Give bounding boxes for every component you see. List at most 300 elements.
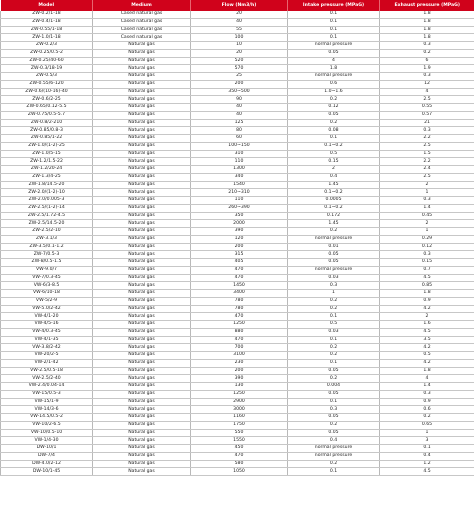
medium-cell: Natural gas [93,135,191,143]
flow-cell: 470 [191,313,288,321]
model-cell: VW-6/3-8.5 [1,282,93,290]
flow-cell: 2900 [191,398,288,406]
flow-cell: 55 [191,26,288,34]
flow-cell: 25 [191,73,288,81]
intake-pressure-cell: 2 [288,166,380,174]
table-row [1,282,474,290]
flow-cell: 3100 [191,352,288,360]
flow-cell: 350~500 [191,88,288,96]
flow-cell: 100~150 [191,142,288,150]
table-row [1,359,474,367]
exhaust-pressure-cell: 0.1 [380,445,474,453]
table-row [1,367,474,375]
intake-pressure-cell: 0.05 [288,111,380,119]
model-cell: ZW-0.75/0.5-5.7 [1,111,93,119]
medium-cell: Natural gas [93,259,191,267]
table-row [1,390,474,398]
medium-cell: Natural gas [93,429,191,437]
intake-pressure-cell: 0.01 [288,243,380,251]
model-cell: VW-4/0.3-45 [1,328,93,336]
table-row [1,135,474,143]
medium-cell: Natural gas [93,468,191,476]
table-row [1,34,474,42]
exhaust-pressure-cell: 1.8 [380,290,474,298]
intake-pressure-cell: 0.1 [288,468,380,476]
medium-cell: Natural gas [93,359,191,367]
flow-cell: 1160 [191,414,288,422]
flow-cell: 315 [191,251,288,259]
model-cell: ZW-0.55/6-120 [1,80,93,88]
table-row [1,375,474,383]
table-body [1,11,474,476]
intake-pressure-cell: 0.03 [288,274,380,282]
exhaust-pressure-cell: 1.9 [380,65,474,73]
intake-pressure-cell: 0.004 [288,383,380,391]
model-cell: DW-4.0/2-12 [1,460,93,468]
flow-cell: 1540 [191,181,288,189]
model-cell: VW-3.8/2-42 [1,344,93,352]
model-cell: ZW-1.2/1.5-22 [1,158,93,166]
exhaust-pressure-cell: 0.15 [380,259,474,267]
flow-cell: 390 [191,375,288,383]
exhaust-pressure-cell: 0.85 [380,282,474,290]
medium-cell: Natural gas [93,235,191,243]
medium-cell: Natural gas [93,96,191,104]
model-cell: VW-15/1-9 [1,398,93,406]
flow-cell: 110 [191,158,288,166]
table-row [1,228,474,236]
medium-cell: Natural gas [93,383,191,391]
exhaust-pressure-cell: 0.2 [380,414,474,422]
flow-cell: 260~390 [191,204,288,212]
table-row [1,204,474,212]
exhaust-pressure-cell: 2.5 [380,142,474,150]
model-cell: ZW-1.0/5-15 [1,150,93,158]
table-row [1,259,474,267]
exhaust-pressure-cell: 6 [380,57,474,65]
table-row [1,421,474,429]
model-cell: ZW-0.8/2-210 [1,119,93,127]
medium-cell: Natural gas [93,414,191,422]
model-cell: VW-10/2-6.5 [1,421,93,429]
intake-pressure-cell: 0.2 [288,460,380,468]
model-cell: DW-10/1 [1,445,93,453]
table-row [1,297,474,305]
table-row [1,336,474,344]
table-row [1,18,474,26]
model-cell: ZW-2.0/0.005-3 [1,197,93,205]
medium-cell: Natural gas [93,65,191,73]
exhaust-pressure-cell: 4.2 [380,344,474,352]
table-row [1,173,474,181]
model-cell: ZW-0.85/0.8-3 [1,127,93,135]
table-row [1,49,474,57]
model-cell: VW-5.0/2-42 [1,305,93,313]
medium-cell: Cased natural gas [93,34,191,42]
flow-cell: 880 [191,328,288,336]
model-cell: VW-4/1-35 [1,336,93,344]
exhaust-pressure-cell: 4.2 [380,359,474,367]
intake-pressure-cell: 0.4 [288,437,380,445]
model-cell: VW-6/10-18 [1,290,93,298]
flow-cell: 550 [191,429,288,437]
medium-cell: Natural gas [93,88,191,96]
medium-cell: Natural gas [93,150,191,158]
table-row [1,460,474,468]
medium-cell: Natural gas [93,336,191,344]
exhaust-pressure-cell: 2.4 [380,166,474,174]
intake-pressure-cell: 1 [288,290,380,298]
intake-pressure-cell: 1.45 [288,220,380,228]
medium-cell: Natural gas [93,367,191,375]
flow-cell: 1250 [191,321,288,329]
medium-cell: Natural gas [93,274,191,282]
model-cell: ZW-0.85/1-22 [1,135,93,143]
table-row [1,212,474,220]
exhaust-pressure-cell: 0.7 [380,266,474,274]
medium-cell: Natural gas [93,390,191,398]
model-cell: ZW-0.25/0.5-2 [1,49,93,57]
header-intake-pressure: Intake pressure (MPaG) [288,0,380,11]
exhaust-pressure-cell: 1.8 [380,34,474,42]
model-cell: VW-5/2-9 [1,297,93,305]
exhaust-pressure-cell: 0.57 [380,111,474,119]
exhaust-pressure-cell: 4 [380,88,474,96]
medium-cell: Natural gas [93,42,191,50]
exhaust-pressure-cell: 12 [380,80,474,88]
flow-cell: 780 [191,297,288,305]
exhaust-pressure-cell: 2.2 [380,135,474,143]
exhaust-pressure-cell: 0.65 [380,421,474,429]
table-row [1,57,474,65]
medium-cell: Natural gas [93,158,191,166]
model-cell: VW-15/0.5-3 [1,390,93,398]
flow-cell: 40 [191,18,288,26]
model-cell: DW-10/1-45 [1,468,93,476]
table-row [1,189,474,197]
exhaust-pressure-cell: 2.5 [380,96,474,104]
flow-cell: 130 [191,383,288,391]
flow-cell: 1450 [191,282,288,290]
header-flow: Flow (Nm3/h) [191,0,288,11]
header-exhaust-pressure: Exhaust pressure (MPaG) [380,0,474,11]
table-row [1,313,474,321]
medium-cell: Natural gas [93,173,191,181]
medium-cell: Cased natural gas [93,11,191,18]
model-cell: ZW-0.4/1-18 [1,18,93,26]
intake-pressure-cell: 0.1~0.2 [288,204,380,212]
model-cell: ZW-0.3/18-19 [1,65,93,73]
intake-pressure-cell: 0.5 [288,321,380,329]
exhaust-pressure-cell: 2.2 [380,158,474,166]
intake-pressure-cell: normal pressure [288,73,380,81]
flow-cell: 1300 [191,166,288,174]
table-row [1,406,474,414]
intake-pressure-cell: 0.1 [288,313,380,321]
model-cell: VW-4/1-20 [1,313,93,321]
model-cell: ZW-2.5/1.72-4.5 [1,212,93,220]
model-cell: ZW-2.5/14.5-20 [1,220,93,228]
intake-pressure-cell: 0.1 [288,135,380,143]
model-cell: ZW-8/0.5-1.5 [1,259,93,267]
model-cell: ZW-0.55/1-18 [1,26,93,34]
intake-pressure-cell: 0.5 [288,150,380,158]
model-cell: ZW-7/0.5-3 [1,251,93,259]
exhaust-pressure-cell: 0.29 [380,235,474,243]
table-row [1,383,474,391]
table-row [1,429,474,437]
exhaust-pressure-cell: 4 [380,375,474,383]
medium-cell: Natural gas [93,290,191,298]
model-cell: VW-7/0.3-45 [1,274,93,282]
table-row [1,150,474,158]
intake-pressure-cell: normal pressure [288,445,380,453]
medium-cell: Cased natural gas [93,26,191,34]
intake-pressure-cell: 0.1~0.2 [288,142,380,150]
model-cell: ZW-1.0/1-18 [1,34,93,42]
table-row [1,290,474,298]
exhaust-pressure-cell: 0.3 [380,73,474,81]
header-model: Model [1,0,93,11]
medium-cell: Natural gas [93,220,191,228]
exhaust-pressure-cell: 1.8 [380,18,474,26]
intake-pressure-cell: 0.2 [288,421,380,429]
exhaust-pressure-cell: 21 [380,119,474,127]
intake-pressure-cell: normal pressure [288,452,380,460]
model-cell: ZW-2.5/(1-2)-14 [1,204,93,212]
table-row [1,305,474,313]
table-row [1,235,474,243]
model-cell: VW-14.5/0.5-2 [1,414,93,422]
exhaust-pressure-cell: 0.12 [380,243,474,251]
model-cell: ZW-2.5/2-10 [1,228,93,236]
flow-cell: 350 [191,212,288,220]
table-row [1,181,474,189]
flow-cell: 470 [191,336,288,344]
medium-cell: Natural gas [93,228,191,236]
exhaust-pressure-cell: 1.8 [380,26,474,34]
intake-pressure-cell: 0.172 [288,212,380,220]
intake-pressure-cell: 0.05 [288,429,380,437]
medium-cell: Natural gas [93,57,191,65]
exhaust-pressure-cell: 0.3 [380,251,474,259]
medium-cell: Natural gas [93,49,191,57]
model-cell: VW-2.5/0.5-18 [1,367,93,375]
header-row [1,0,474,11]
model-cell: VW-2.4/0.04-14 [1,383,93,391]
flow-cell: 200 [191,243,288,251]
exhaust-pressure-cell: 3 [380,437,474,445]
model-cell: ZW-0.25/40-60 [1,57,93,65]
medium-cell: Natural gas [93,266,191,274]
intake-pressure-cell: 0.03 [288,328,380,336]
intake-pressure-cell: 0.2 [288,352,380,360]
flow-cell: 340 [191,173,288,181]
intake-pressure-cell: 1.0~1.6 [288,88,380,96]
intake-pressure-cell: 0.1 [288,11,380,18]
table-row [1,251,474,259]
flow-cell: 3400 [191,290,288,298]
medium-cell: Natural gas [93,437,191,445]
intake-pressure-cell: 0.2 [288,228,380,236]
intake-pressure-cell: 0.12 [288,104,380,112]
model-cell: VW-4/5-16 [1,321,93,329]
table-row [1,452,474,460]
flow-cell: 90 [191,96,288,104]
table-row [1,73,474,81]
intake-pressure-cell: 0.2 [288,297,380,305]
model-cell: ZW-1.2/20-24 [1,166,93,174]
flow-cell: 780 [191,305,288,313]
intake-pressure-cell: 0.6 [288,80,380,88]
exhaust-pressure-cell: 4.5 [380,468,474,476]
medium-cell: Natural gas [93,142,191,150]
exhaust-pressure-cell: 0.3 [380,197,474,205]
table-row [1,11,474,18]
exhaust-pressure-cell: 4.5 [380,274,474,282]
medium-cell: Natural gas [93,73,191,81]
medium-cell: Natural gas [93,452,191,460]
table-row [1,127,474,135]
table-row [1,243,474,251]
table-row [1,414,474,422]
flow-cell: 100 [191,34,288,42]
model-cell: ZW-0.6/(10-16)-40 [1,88,93,96]
flow-cell: 3000 [191,406,288,414]
medium-cell: Natural gas [93,375,191,383]
exhaust-pressure-cell: 0.3 [380,390,474,398]
model-cell: ZW-1.8/14.5-20 [1,181,93,189]
table-row [1,104,474,112]
medium-cell: Natural gas [93,189,191,197]
exhaust-pressure-cell: 0.4 [380,452,474,460]
model-cell: ZW-1.3/4-25 [1,173,93,181]
table-row [1,220,474,228]
intake-pressure-cell: 0.2 [288,344,380,352]
medium-cell: Natural gas [93,352,191,360]
medium-cell: Natural gas [93,251,191,259]
flow-cell: 1250 [191,390,288,398]
intake-pressure-cell: 0.05 [288,251,380,259]
intake-pressure-cell: 0.2 [288,375,380,383]
model-cell: VW-1/4-30 [1,437,93,445]
intake-pressure-cell: 4 [288,57,380,65]
medium-cell: Natural gas [93,460,191,468]
exhaust-pressure-cell: 0.3 [380,42,474,50]
flow-cell: 1050 [191,468,288,476]
medium-cell: Natural gas [93,297,191,305]
table-row [1,80,474,88]
model-cell: ZW-0.2/3 [1,42,93,50]
flow-cell: 110 [191,197,288,205]
table-row [1,158,474,166]
exhaust-pressure-cell: 1 [380,429,474,437]
header-medium: Medium [93,0,191,11]
medium-cell: Natural gas [93,328,191,336]
table-row [1,328,474,336]
medium-cell: Natural gas [93,406,191,414]
flow-cell: 470 [191,266,288,274]
model-cell: VW-9.0/7 [1,266,93,274]
intake-pressure-cell: normal pressure [288,42,380,50]
intake-pressure-cell: 0.05 [288,367,380,375]
model-cell: ZW-3.5/0.1-1.2 [1,243,93,251]
table-row [1,274,474,282]
flow-cell: 580 [191,460,288,468]
exhaust-pressure-cell: 2 [380,313,474,321]
medium-cell: Natural gas [93,445,191,453]
table-row [1,321,474,329]
exhaust-pressure-cell: 0.55 [380,104,474,112]
exhaust-pressure-cell: 4.5 [380,328,474,336]
intake-pressure-cell: 0.2 [288,305,380,313]
medium-cell: Natural gas [93,344,191,352]
table-header [1,0,474,11]
medium-cell: Natural gas [93,282,191,290]
table-row [1,398,474,406]
exhaust-pressure-cell: 4.2 [380,305,474,313]
model-cell: ZW-0.2/1-18 [1,11,93,18]
intake-pressure-cell: 0.1 [288,359,380,367]
model-cell: ZW-3.1/3 [1,235,93,243]
model-cell: VW-20/2-5 [1,352,93,360]
exhaust-pressure-cell: 1.6 [380,321,474,329]
exhaust-pressure-cell: 1.8 [380,11,474,18]
flow-cell: 390 [191,228,288,236]
medium-cell: Natural gas [93,398,191,406]
intake-pressure-cell: 0.3 [288,282,380,290]
model-cell: VW-10/0.5-10 [1,429,93,437]
exhaust-pressure-cell: 0.5 [380,352,474,360]
flow-cell: 310 [191,150,288,158]
intake-pressure-cell: 0.3 [288,406,380,414]
intake-pressure-cell: 0.2 [288,119,380,127]
medium-cell: Natural gas [93,204,191,212]
exhaust-pressure-cell: 1.4 [380,383,474,391]
flow-cell: 1750 [191,421,288,429]
exhaust-pressure-cell: 1 [380,189,474,197]
exhaust-pressure-cell: 0.2 [380,49,474,57]
exhaust-pressure-cell: 2 [380,220,474,228]
intake-pressure-cell: normal pressure [288,266,380,274]
intake-pressure-cell: 1.8 [288,65,380,73]
table-row [1,445,474,453]
intake-pressure-cell: 0.1 [288,26,380,34]
flow-cell: 700 [191,344,288,352]
flow-cell: 10 [191,42,288,50]
medium-cell: Natural gas [93,119,191,127]
table-row [1,266,474,274]
medium-cell: Natural gas [93,166,191,174]
model-cell: ZW-1.0/(1-2)-25 [1,142,93,150]
model-cell: ZW-0.6/2-25 [1,96,93,104]
table-row [1,96,474,104]
exhaust-pressure-cell: 0.6 [380,406,474,414]
medium-cell: Natural gas [93,321,191,329]
intake-pressure-cell: 0.1 [288,18,380,26]
intake-pressure-cell: 0.1 [288,34,380,42]
intake-pressure-cell: 0.08 [288,127,380,135]
intake-pressure-cell: 0.4 [288,173,380,181]
intake-pressure-cell: 0.1~0.2 [288,189,380,197]
table-row [1,42,474,50]
flow-cell: 200 [191,80,288,88]
flow-cell: 20 [191,49,288,57]
medium-cell: Natural gas [93,421,191,429]
exhaust-pressure-cell: 1 [380,228,474,236]
exhaust-pressure-cell: 2.5 [380,173,474,181]
medium-cell: Natural gas [93,313,191,321]
